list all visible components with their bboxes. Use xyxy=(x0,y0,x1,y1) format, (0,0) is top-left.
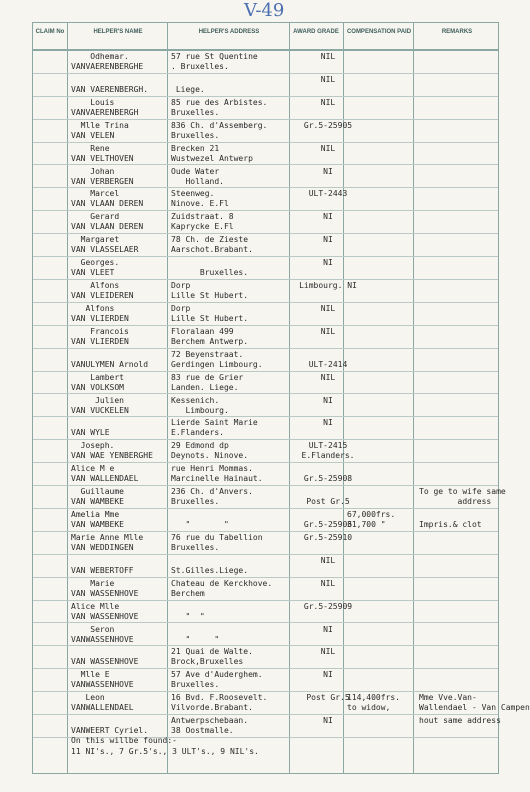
award-grade-cell: NI xyxy=(323,212,333,222)
helper-address-cell: 83 rue de Grier Landen. Liege. xyxy=(171,372,244,392)
table-row xyxy=(33,303,498,325)
helper-address-cell: Oude Water Holland. xyxy=(171,166,224,186)
compensation-cell: 114,400frs. to widow, xyxy=(347,693,400,713)
helper-address-cell: Floralaan 499 Berchem Antwerp. xyxy=(171,326,249,346)
table-row xyxy=(33,532,498,554)
helper-address-cell: Liege. xyxy=(175,84,205,94)
award-grade-cell: NIL xyxy=(320,647,336,657)
helper-address-cell: 85 rue des Arbistes. Bruxelles. xyxy=(171,97,268,117)
helper-name-cell: Gerard VAN VLAAN DEREN xyxy=(71,212,144,232)
helper-address-cell: Antwerpschebaan. 38 Oostmalle. xyxy=(171,716,249,736)
helper-name-cell: Alice M e VAN WALLENDAEL xyxy=(71,464,139,484)
helper-name-cell: Alfons VAN VLIERDEN xyxy=(71,303,129,323)
table-row xyxy=(33,624,498,646)
helper-name-cell: Georges. VAN VLEET xyxy=(71,258,120,278)
helper-address-cell: 57 Ave d'Auderghem. Bruxelles. xyxy=(171,670,263,690)
table-row xyxy=(33,97,498,119)
table-row xyxy=(33,395,498,417)
helper-address-cell: 57 rue St Quentine . Bruxelles. xyxy=(171,52,258,71)
table-row xyxy=(33,486,506,508)
award-grade-cell: ULT-2443 xyxy=(308,189,348,199)
helper-name-cell: Guillaume VAN WAMBEKE xyxy=(71,487,124,507)
helper-address-cell: " " xyxy=(185,520,229,529)
table-row xyxy=(33,509,498,531)
helper-address-cell: Zuidstraat. 8 Kaprycke E.Fl xyxy=(171,212,234,232)
table-row xyxy=(33,234,498,256)
header-compensation-paid: COMPENSATION PAID xyxy=(346,29,412,35)
table-row xyxy=(33,349,498,371)
helper-name-cell: Lambert VAN VOLKSOM xyxy=(71,372,124,392)
helper-name-cell: Seron VANWASSENHOVE xyxy=(71,624,134,644)
helper-name-cell: Mlle Trina VAN VELEN xyxy=(71,120,129,140)
award-grade-cell: Gr.5-25908 xyxy=(303,474,353,484)
helper-address-cell: 76 rue du Tabellion Bruxelles. xyxy=(171,532,263,552)
table-row xyxy=(33,211,498,233)
claims-ledger-sheet xyxy=(32,22,530,774)
helper-name-cell: Margaret VAN VLASSELAER xyxy=(71,235,139,255)
helper-address-cell: 16 Bvd. F.Roosevelt. Vilvorde.Brabant. xyxy=(171,693,268,713)
award-grade-cell: Post Gr.5 xyxy=(306,497,350,507)
table-row xyxy=(33,51,498,73)
remarks-cell: hout same address xyxy=(419,716,501,726)
award-grade-cell: Post Gr.5 xyxy=(306,693,350,703)
award-grade-cell: NIL xyxy=(320,143,336,153)
helper-address-cell: Steenweg. Ninove. E.Fl xyxy=(171,189,229,209)
helper-address-cell: 836 Ch. d'Assemberg. Bruxelles. xyxy=(171,120,268,140)
helper-address-cell: Dorp Lille St Hubert. xyxy=(171,303,249,323)
header-remarks: REMARKS xyxy=(441,29,473,35)
helper-name-cell: VANULYMEN Arnold xyxy=(71,359,149,369)
table-row xyxy=(33,692,530,714)
helper-name-cell: Alice Mlle VAN WASSENHOVE xyxy=(71,601,139,621)
award-grade-cell: NIL xyxy=(320,97,336,107)
table-row xyxy=(33,166,498,188)
header-helper-name: HELPER'S NAME xyxy=(93,29,143,35)
helper-address-cell: Dorp Lille St Hubert. xyxy=(171,281,249,300)
helper-name-cell: Louis VANVAERENBERGH xyxy=(71,97,139,117)
award-grade-cell: NI xyxy=(323,624,333,634)
table-row xyxy=(33,669,498,691)
helper-address-cell: St.Gilles.Liege. xyxy=(171,565,249,575)
header-award-grade: AWARD GRADE xyxy=(293,29,339,35)
helper-address-cell: 29 Edmond dp Deynots. Ninove. xyxy=(171,441,249,461)
award-grade-cell: NIL xyxy=(320,578,336,588)
helper-name-cell: Marie VAN WASSENHOVE xyxy=(71,578,139,598)
helper-address-cell: " " xyxy=(185,634,220,644)
helper-name-cell: Alfons VAN VLEIDEREN xyxy=(71,281,134,300)
helper-name-cell: VANWEERT Cyriel. xyxy=(71,726,149,736)
table-row xyxy=(33,417,498,439)
helper-name-cell: VAN WYLE xyxy=(71,428,110,438)
helper-address-cell: 236 Ch. d'Anvers. Bruxelles. xyxy=(171,487,253,507)
helper-name-cell: Julien VAN VUCKELEN xyxy=(71,395,129,415)
helper-name-cell: Amelia Mme VAN WAMBEKE xyxy=(71,510,124,529)
table-row xyxy=(33,463,498,485)
award-grade-cell: ULT-2415 E.Flanders. xyxy=(301,441,355,461)
helper-name-cell: Marcel VAN VLAAN DEREN xyxy=(71,189,144,209)
award-grade-cell: NIL xyxy=(320,555,336,565)
helper-name-cell: Mlle E VANWASSENHOVE xyxy=(71,670,134,690)
award-grade-cell: NI xyxy=(323,258,333,268)
award-grade-cell: NI xyxy=(323,418,333,428)
table-row xyxy=(33,440,498,462)
award-grade-cell: NI xyxy=(323,235,333,245)
table-row xyxy=(33,120,498,142)
helper-name-cell: VAN VAERENBERGH. xyxy=(71,84,149,94)
award-grade-cell: Gr.5-25909 xyxy=(303,601,353,611)
award-grade-cell: NIL xyxy=(320,372,336,382)
award-grade-cell: NI xyxy=(323,716,333,726)
award-grade-cell: NI xyxy=(323,670,333,680)
table-row xyxy=(33,74,498,96)
award-grade-cell: Gr.5-25905 xyxy=(303,120,353,130)
award-grade-cell: NIL xyxy=(320,326,336,336)
helper-name-cell: Rene VAN VELTHOVEN xyxy=(71,143,134,163)
table-row xyxy=(33,715,501,737)
remarks-cell: Impris.& clot xyxy=(419,520,482,529)
table-row xyxy=(33,188,498,210)
remarks-cell: To ge to wife same address xyxy=(419,487,506,507)
award-grade-cell: NI xyxy=(323,395,333,405)
summary-footer: On this willbe found:- 11 NI's., 7 Gr.5's., 3 ULT's., 9 NIL's. xyxy=(71,736,259,756)
helper-address-cell: 21 Quai de Walte. Brock,Bruxelles xyxy=(171,647,253,667)
helper-address-cell: Lierde Saint Marie E.Flanders. xyxy=(171,418,258,438)
helper-name-cell: Johan VAN VERBERGEN xyxy=(71,166,134,186)
helper-address-cell: rue Henri Mommas. Marcinelle Hainaut. xyxy=(171,464,263,484)
table-row xyxy=(33,280,498,302)
award-grade-cell: ULT-2414 xyxy=(308,359,348,369)
helper-name-cell: Francois VAN VLIERDEN xyxy=(71,326,129,346)
award-grade-cell: NIL xyxy=(320,303,336,313)
helper-address-cell: Brecken 21 Wustwezel Antwerp xyxy=(171,143,253,163)
compensation-cell: 67,000frs. 31,700 " xyxy=(347,510,396,529)
award-grade-cell: Gr.5-25906 xyxy=(303,520,353,529)
helper-name-cell: VAN WEBERTOFF xyxy=(71,565,134,575)
table-row xyxy=(33,601,498,623)
table-row xyxy=(33,143,498,165)
helper-address-cell: Bruxelles. xyxy=(199,268,249,278)
header-claim-no: CLAIM No xyxy=(35,29,65,35)
table-row xyxy=(33,555,498,577)
award-grade-cell: NIL xyxy=(320,52,336,61)
helper-address-cell: 78 Ch. de Zieste Aarschot.Brabant. xyxy=(171,235,253,255)
award-grade-cell: NIL xyxy=(320,74,336,84)
table-row xyxy=(33,578,498,600)
helper-name-cell: Odhemar. VANVAERENBERGHE xyxy=(71,52,144,71)
helper-address-cell: Kessenich. Limbourg. xyxy=(171,395,229,415)
handwritten-file-number: V-49 xyxy=(244,0,285,21)
table-row xyxy=(33,326,498,348)
remarks-cell: Mme Vve.Van- Wallendael - Van Campen xyxy=(419,693,530,713)
helper-name-cell: Leon VANWALLENDAEL xyxy=(71,693,134,713)
helper-name-cell: Marie Anne Mlle VAN WEDDINGEN xyxy=(71,532,144,552)
award-grade-cell: Limbourg. NI xyxy=(299,281,357,290)
table-row xyxy=(33,372,498,394)
helper-name-cell: Joseph. VAN WAE YENBERGHE xyxy=(71,441,153,461)
helper-name-cell: VAN WASSENHOVE xyxy=(71,657,139,667)
helper-address-cell: Chateau de Kerckhove. Berchem xyxy=(171,578,273,598)
award-grade-cell: NI xyxy=(323,166,333,176)
helper-address-cell: " " xyxy=(185,611,205,621)
helper-address-cell: 72 Beyenstraat. Gerdingen Limbourg. xyxy=(171,349,263,369)
table-header xyxy=(33,23,498,51)
table-row xyxy=(33,646,498,668)
header-helper-address: HELPER'S ADDRESS xyxy=(198,29,260,35)
award-grade-cell: Gr.5-25910 xyxy=(303,532,353,542)
table-row xyxy=(33,257,498,279)
